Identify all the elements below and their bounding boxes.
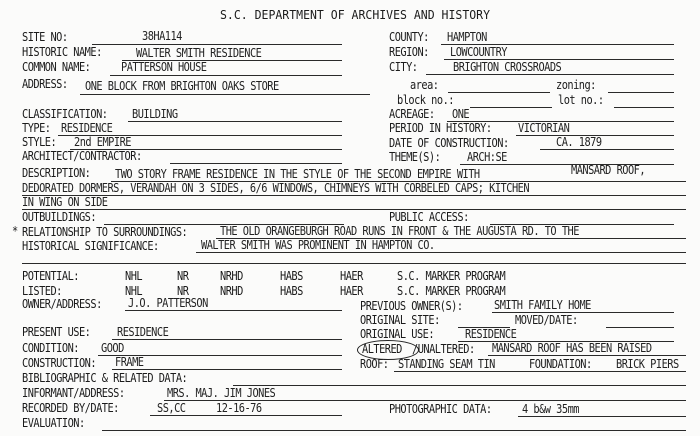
- potential-marker: S.C. MARKER PROGRAM: [397, 269, 506, 283]
- listed-nr: NR: [177, 284, 189, 298]
- historic-name-label: HISTORIC NAME:: [22, 45, 102, 59]
- construction-label: CONSTRUCTION:: [22, 356, 97, 370]
- block-no-label: block no.:: [397, 93, 454, 107]
- significance-value: WALTER SMITH WAS PROMINENT IN HAMPTON CO.: [201, 238, 435, 252]
- evaluation-label: EVALUATION:: [22, 416, 85, 430]
- style-value: 2nd EMPIRE: [74, 135, 131, 149]
- themes-value: ARCH:SE: [467, 150, 507, 164]
- listed-nrhd: NRHD: [220, 284, 243, 298]
- condition-value: GOOD: [101, 341, 124, 355]
- present-use-value: RESIDENCE: [117, 325, 169, 339]
- relationship-value: THE OLD ORANGEBURGH ROAD RUNS IN FRONT & THE AUGUSTA RD. TO THE: [220, 224, 579, 238]
- county-value: HAMPTON: [447, 30, 487, 44]
- city-label: CITY:: [389, 60, 418, 74]
- potential-label: POTENTIAL:: [22, 269, 79, 283]
- potential-habs: HABS: [280, 269, 303, 283]
- area-line: [448, 92, 550, 93]
- foundation-label: FOUNDATION:: [529, 357, 592, 371]
- date-construction-line: [540, 149, 674, 150]
- bibliographic-line: [233, 385, 686, 386]
- recorded-by-value: SS,CC: [157, 401, 186, 415]
- architect-line: [170, 163, 342, 164]
- recorded-line: [150, 415, 342, 416]
- informant-value: MRS. MAJ. JIM JONES: [167, 386, 276, 400]
- foundation-value: BRICK PIERS: [616, 357, 679, 371]
- style-label: STYLE:: [22, 135, 57, 149]
- lot-no-label: lot no.:: [558, 93, 604, 107]
- listed-habs: HABS: [280, 284, 303, 298]
- potential-nrhd: NRHD: [220, 269, 243, 283]
- present-use-line: [112, 339, 342, 340]
- type-label: TYPE:: [22, 121, 51, 135]
- architect-label: ARCHITECT/CONTRACTOR:: [22, 149, 142, 163]
- altered-value: MANSARD ROOF HAS BEEN RAISED: [492, 341, 652, 355]
- classification-line: [128, 121, 342, 122]
- acreage-value: ONE: [452, 107, 470, 121]
- region-value: LOWCOUNTRY: [450, 45, 507, 59]
- address-label: ADDRESS:: [22, 77, 68, 91]
- outbuildings-label: OUTBUILDINGS:: [22, 210, 97, 224]
- relationship-star: *: [12, 224, 18, 238]
- original-use-value: RESIDENCE: [465, 327, 517, 341]
- previous-owner-label: PREVIOUS OWNER(S):: [360, 299, 463, 313]
- moved-date-label: MOVED/DATE:: [515, 313, 578, 327]
- construction-value: FRAME: [115, 355, 144, 369]
- significance-line2: [22, 263, 686, 264]
- evaluation-line: [102, 430, 686, 431]
- roof-value: STANDING SEAM TIN: [398, 357, 495, 371]
- description-line2: DEDORATED DORMERS, VERANDAH ON 3 SIDES, 6/6 WINDOWS, CHIMNEYS WITH CORBELED CAPS; KITCHEN: [22, 181, 530, 195]
- common-name-value: PATTERSON HOUSE: [121, 60, 207, 74]
- altered-line: [488, 355, 686, 356]
- photographic-line: [518, 416, 686, 417]
- moved-date-line: [606, 327, 674, 328]
- listed-marker: S.C. MARKER PROGRAM: [397, 284, 506, 298]
- form-title: S.C. DEPARTMENT OF ARCHIVES AND HISTORY: [220, 7, 491, 22]
- historic-name-value: WALTER SMITH RESIDENCE: [136, 46, 262, 60]
- unaltered-label: /UNALTERED:: [412, 342, 475, 356]
- site-no-value: 38HA114: [142, 29, 182, 43]
- common-name-label: COMMON NAME:: [22, 60, 91, 74]
- acreage-label: ACREAGE:: [389, 107, 435, 121]
- previous-owner-value: SMITH FAMILY HOME: [494, 298, 591, 312]
- listed-label: LISTED:: [22, 284, 62, 298]
- owner-label: OWNER/ADDRESS:: [22, 297, 102, 311]
- roof-label: ROOF:: [360, 357, 389, 371]
- description-label: DESCRIPTION:: [22, 166, 91, 180]
- site-no-label: SITE NO:: [22, 30, 68, 44]
- owner-line: [125, 310, 342, 311]
- period-label: PERIOD IN HISTORY:: [389, 121, 492, 135]
- classification-label: CLASSIFICATION:: [22, 107, 108, 121]
- date-construction-value: CA. 1879: [556, 135, 602, 149]
- block-no-line: [470, 107, 552, 108]
- potential-nhl: NHL: [125, 269, 143, 283]
- potential-haer: HAER: [340, 269, 363, 283]
- owner-value: J.O. PATTERSON: [128, 296, 208, 310]
- county-label: COUNTY:: [389, 30, 429, 44]
- original-use-label: ORIGINAL USE:: [360, 327, 435, 341]
- potential-nr: NR: [177, 269, 189, 283]
- description-line1: TWO STORY FRAME RESIDENCE IN THE STYLE OF THE SECOND EMPIRE WITH: [115, 167, 480, 181]
- recorded-date-value: 12-16-76: [216, 401, 262, 415]
- description-line1-end: MANSARD ROOF,: [571, 163, 646, 177]
- description-line3: IN WING ON SIDE: [22, 195, 108, 209]
- address-line: [80, 94, 370, 95]
- roof-line: [394, 371, 686, 372]
- zoning-label: zoning:: [556, 78, 596, 92]
- photographic-label: PHOTOGRAPHIC DATA:: [389, 402, 492, 416]
- zoning-line: [608, 92, 674, 93]
- informant-label: INFORMANT/ADDRESS:: [22, 386, 125, 400]
- description-rule2: [22, 195, 686, 196]
- period-value: VICTORIAN: [518, 121, 570, 135]
- bibliographic-label: BIBLIOGRAPHIC & RELATED DATA:: [22, 371, 188, 385]
- present-use-label: PRESENT USE:: [22, 325, 91, 339]
- lot-no-line: [614, 107, 674, 108]
- themes-label: THEME(S):: [389, 150, 441, 164]
- significance-label: HISTORICAL SIGNIFICANCE:: [22, 239, 159, 253]
- photographic-value: 4 b&w 35mm: [522, 402, 579, 416]
- significance-line: [196, 252, 686, 253]
- classification-value: BUILDING: [132, 107, 178, 121]
- city-value: BRIGHTON CROSSROADS: [453, 60, 562, 74]
- original-site-label: ORIGINAL SITE:: [360, 313, 440, 327]
- description-rule3: [22, 209, 686, 210]
- condition-label: CONDITION:: [22, 341, 79, 355]
- listed-nhl: NHL: [125, 284, 143, 298]
- area-label: area:: [410, 78, 439, 92]
- listed-haer: HAER: [340, 284, 363, 298]
- region-label: REGION:: [389, 45, 429, 59]
- city-line: [426, 74, 674, 75]
- recorded-label: RECORDED BY/DATE:: [22, 401, 119, 415]
- altered-label: ALTERED: [362, 342, 402, 356]
- site-no-line: [92, 44, 342, 45]
- date-construction-label: DATE OF CONSTRUCTION:: [389, 136, 509, 150]
- common-name-line: [110, 75, 342, 76]
- address-value: ONE BLOCK FROM BRIGHTON OAKS STORE: [85, 79, 279, 93]
- public-access-label: PUBLIC ACCESS:: [389, 210, 469, 224]
- relationship-label: RELATIONSHIP TO SURROUNDINGS:: [22, 225, 188, 239]
- type-value: RESIDENCE: [61, 121, 113, 135]
- construction-line: [112, 369, 342, 370]
